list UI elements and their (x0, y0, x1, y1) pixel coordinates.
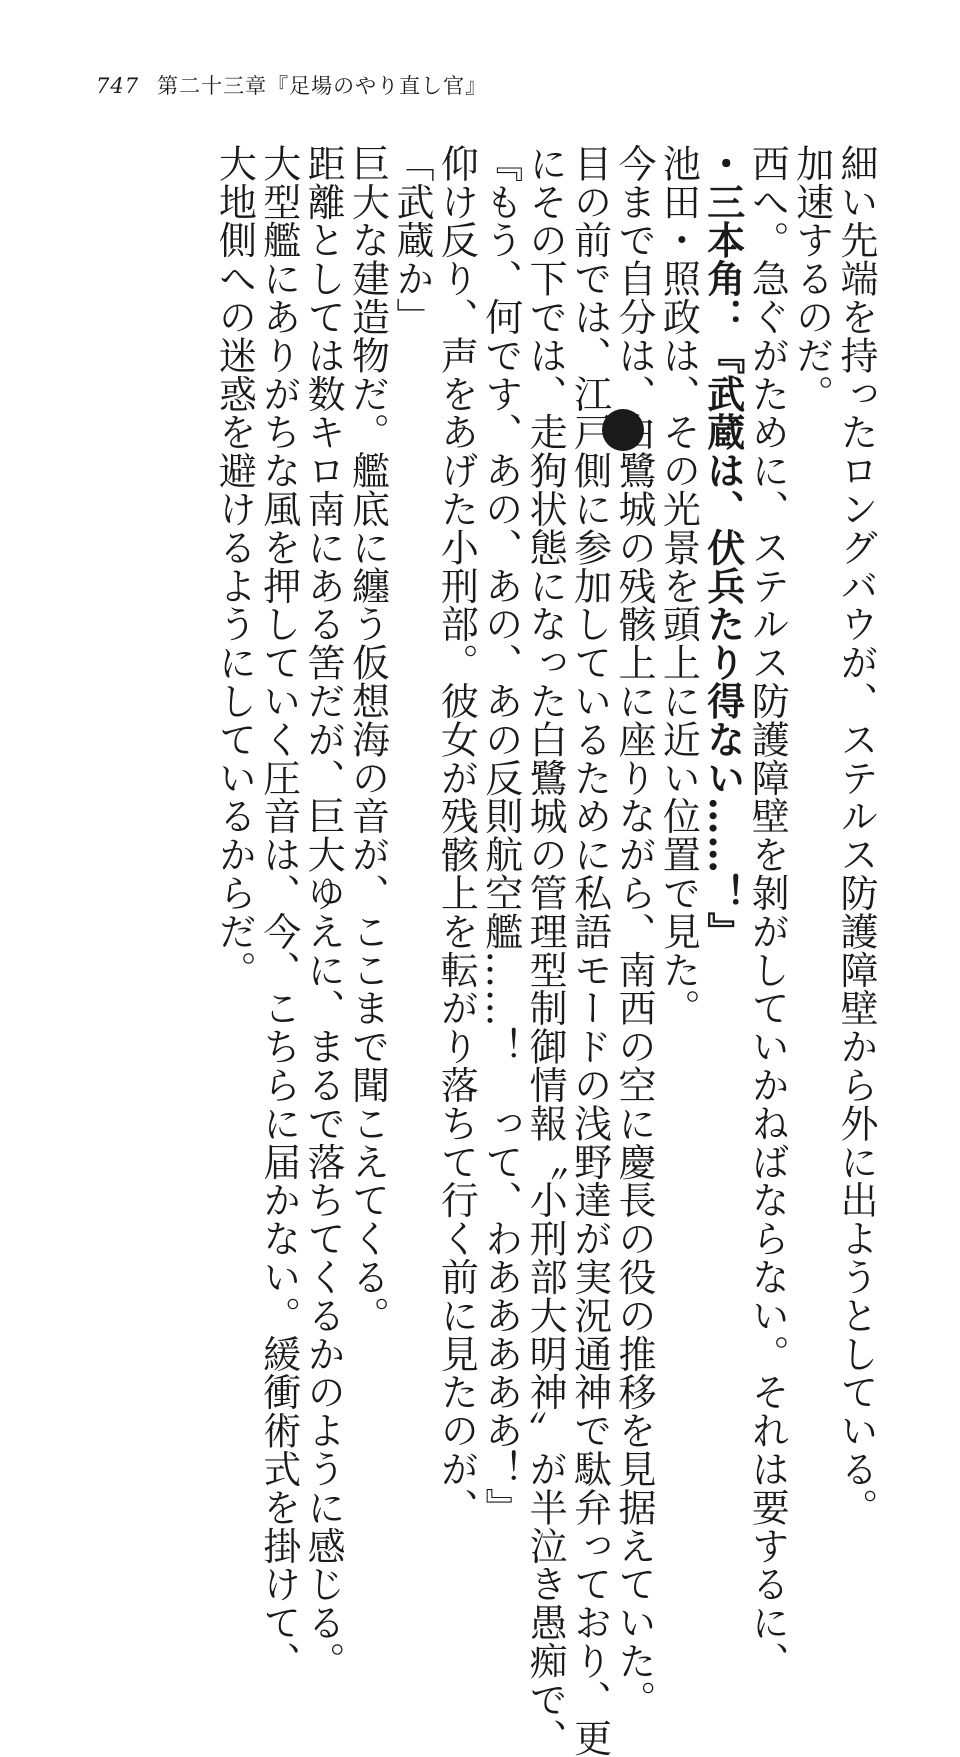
text-line: 目の前では、江戸側に参加しているために私語モードの浅野達が実況通神で駄弁っており、更 (567, 144, 612, 1757)
text-line: ・三本角：『武蔵は、伏兵たり得ない……！』 (700, 144, 746, 951)
text-line: 『もう、何です、あの、あの、あの反則航空艦……！ って、わあああああ！』 (478, 144, 523, 1527)
text-line: 池田・照政は、その光景を頭上に近い位置で見た。 (656, 144, 701, 1028)
text-line: 仰け反り、声をあげた小刑部。彼女が残骸上を転がり落ちて行く前に見たのが、 (434, 144, 479, 1527)
chapter-title: 第二十三章『足場のやり直し官』 (157, 74, 488, 98)
text-line: 「武蔵か」 (389, 144, 434, 336)
text-line: 大地側への迷惑を避けるようにしているからだ。 (212, 144, 257, 989)
text-line: 巨大な建造物だ。艦底に纏う仮想海の音が、ここまで聞こえてくる。 (345, 144, 390, 1335)
text-line: 加速するのだ。 (789, 144, 834, 413)
page-number: 747 (96, 74, 140, 98)
text-line: 距離としては数キロ南にある筈だが、巨大ゆえに、まるで落ちてくるかのように感じる。 (301, 144, 346, 1680)
text-line: 今まで自分は、白鷺城の残骸上に座りながら、南西の空に慶長の役の推移を見据えていた。 (611, 144, 656, 1719)
body-text (212, 144, 878, 1757)
page-header (96, 70, 487, 100)
text-line: 西へ。急ぐがために、ステルス防護障壁を剝がしていかねばならない。それは要するに、 (745, 144, 790, 1680)
text-line: 細い先端を持ったロングバウが、ステルス防護障壁から外に出ようとしている。 (834, 144, 878, 1527)
text-line: 大型艦にありがちな風を押していく圧音は、今、こちらに届かない。緩衝術式を掛けて、 (256, 144, 301, 1680)
text-line: にその下では、走狗状態になった白鷺城の管理型制御情報〝小刑部大明神〟が半泣き愚痴で、 (523, 144, 568, 1757)
